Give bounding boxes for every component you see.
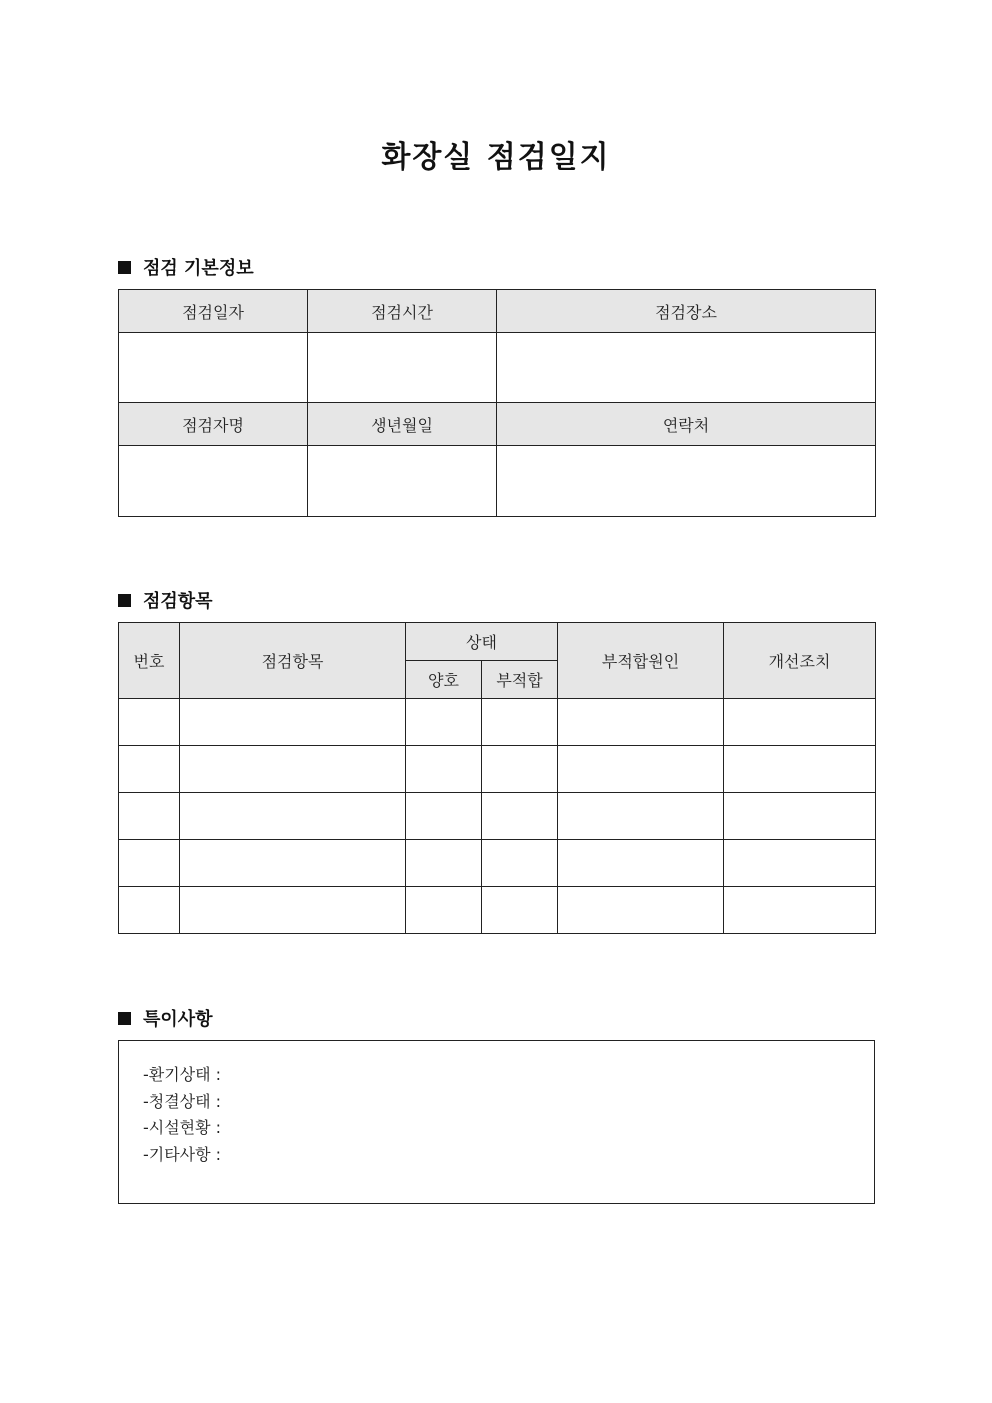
remarks-box[interactable] [118,1040,875,1204]
square-bullet-icon [118,261,131,274]
header-status-bad: 부적합 [482,661,558,699]
inspector-name-field[interactable] [119,446,308,517]
cause-cell[interactable] [558,887,724,934]
table-row [119,840,876,887]
bad-cell[interactable] [482,746,558,793]
header-number: 번호 [119,623,180,699]
header-item: 점검항목 [180,623,406,699]
good-cell[interactable] [406,840,482,887]
number-cell[interactable] [119,840,180,887]
bad-cell[interactable] [482,699,558,746]
document-title: 화장실 점검일지 [381,140,611,175]
item-cell[interactable] [180,840,406,887]
header-inspection-date: 점검일자 [119,290,308,333]
item-cell[interactable] [180,793,406,840]
action-cell[interactable] [724,840,876,887]
section-basic-info-label: 점검 기본정보 [143,258,254,279]
remark-other: -기타사항 : [143,1145,222,1164]
remark-facilities: -시설현황 : [143,1118,222,1137]
bad-cell[interactable] [482,887,558,934]
cause-cell[interactable] [558,746,724,793]
inspection-time-field[interactable] [308,333,497,403]
section-remarks-label: 특이사항 [143,1009,213,1030]
table-row [119,887,876,934]
header-inspection-time: 점검시간 [308,290,497,333]
header-corrective-action: 개선조치 [724,623,876,699]
header-inspection-place: 점검장소 [497,290,876,333]
birth-date-field[interactable] [308,446,497,517]
action-cell[interactable] [724,699,876,746]
cause-cell[interactable] [558,793,724,840]
header-contact: 연락처 [497,403,876,446]
remark-ventilation: -환기상태 : [143,1065,222,1084]
cause-cell[interactable] [558,840,724,887]
action-cell[interactable] [724,746,876,793]
header-nonconformity-cause: 부적합원인 [558,623,724,699]
good-cell[interactable] [406,793,482,840]
square-bullet-icon [118,594,131,607]
header-birth-date: 생년월일 [308,403,497,446]
bad-cell[interactable] [482,840,558,887]
inspection-place-field[interactable] [497,333,876,403]
item-cell[interactable] [180,699,406,746]
number-cell[interactable] [119,746,180,793]
header-status: 상태 [406,623,558,661]
contact-field[interactable] [497,446,876,517]
number-cell[interactable] [119,887,180,934]
bad-cell[interactable] [482,793,558,840]
square-bullet-icon [118,1012,131,1025]
good-cell[interactable] [406,746,482,793]
section-remarks [118,1005,213,1031]
table-row [119,793,876,840]
action-cell[interactable] [724,793,876,840]
header-status-good: 양호 [406,661,482,699]
number-cell[interactable] [119,699,180,746]
table-row [119,699,876,746]
section-basic-info [118,254,254,280]
good-cell[interactable] [406,699,482,746]
inspection-items-table [118,622,876,934]
number-cell[interactable] [119,793,180,840]
table-row [119,746,876,793]
item-cell[interactable] [180,887,406,934]
section-inspection-items [118,587,213,613]
item-cell[interactable] [180,746,406,793]
section-inspection-items-label: 점검항목 [143,591,213,612]
good-cell[interactable] [406,887,482,934]
cause-cell[interactable] [558,699,724,746]
action-cell[interactable] [724,887,876,934]
basic-info-table [118,289,876,517]
inspection-date-field[interactable] [119,333,308,403]
header-inspector-name: 점검자명 [119,403,308,446]
remark-cleanliness: -청결상태 : [143,1092,222,1111]
